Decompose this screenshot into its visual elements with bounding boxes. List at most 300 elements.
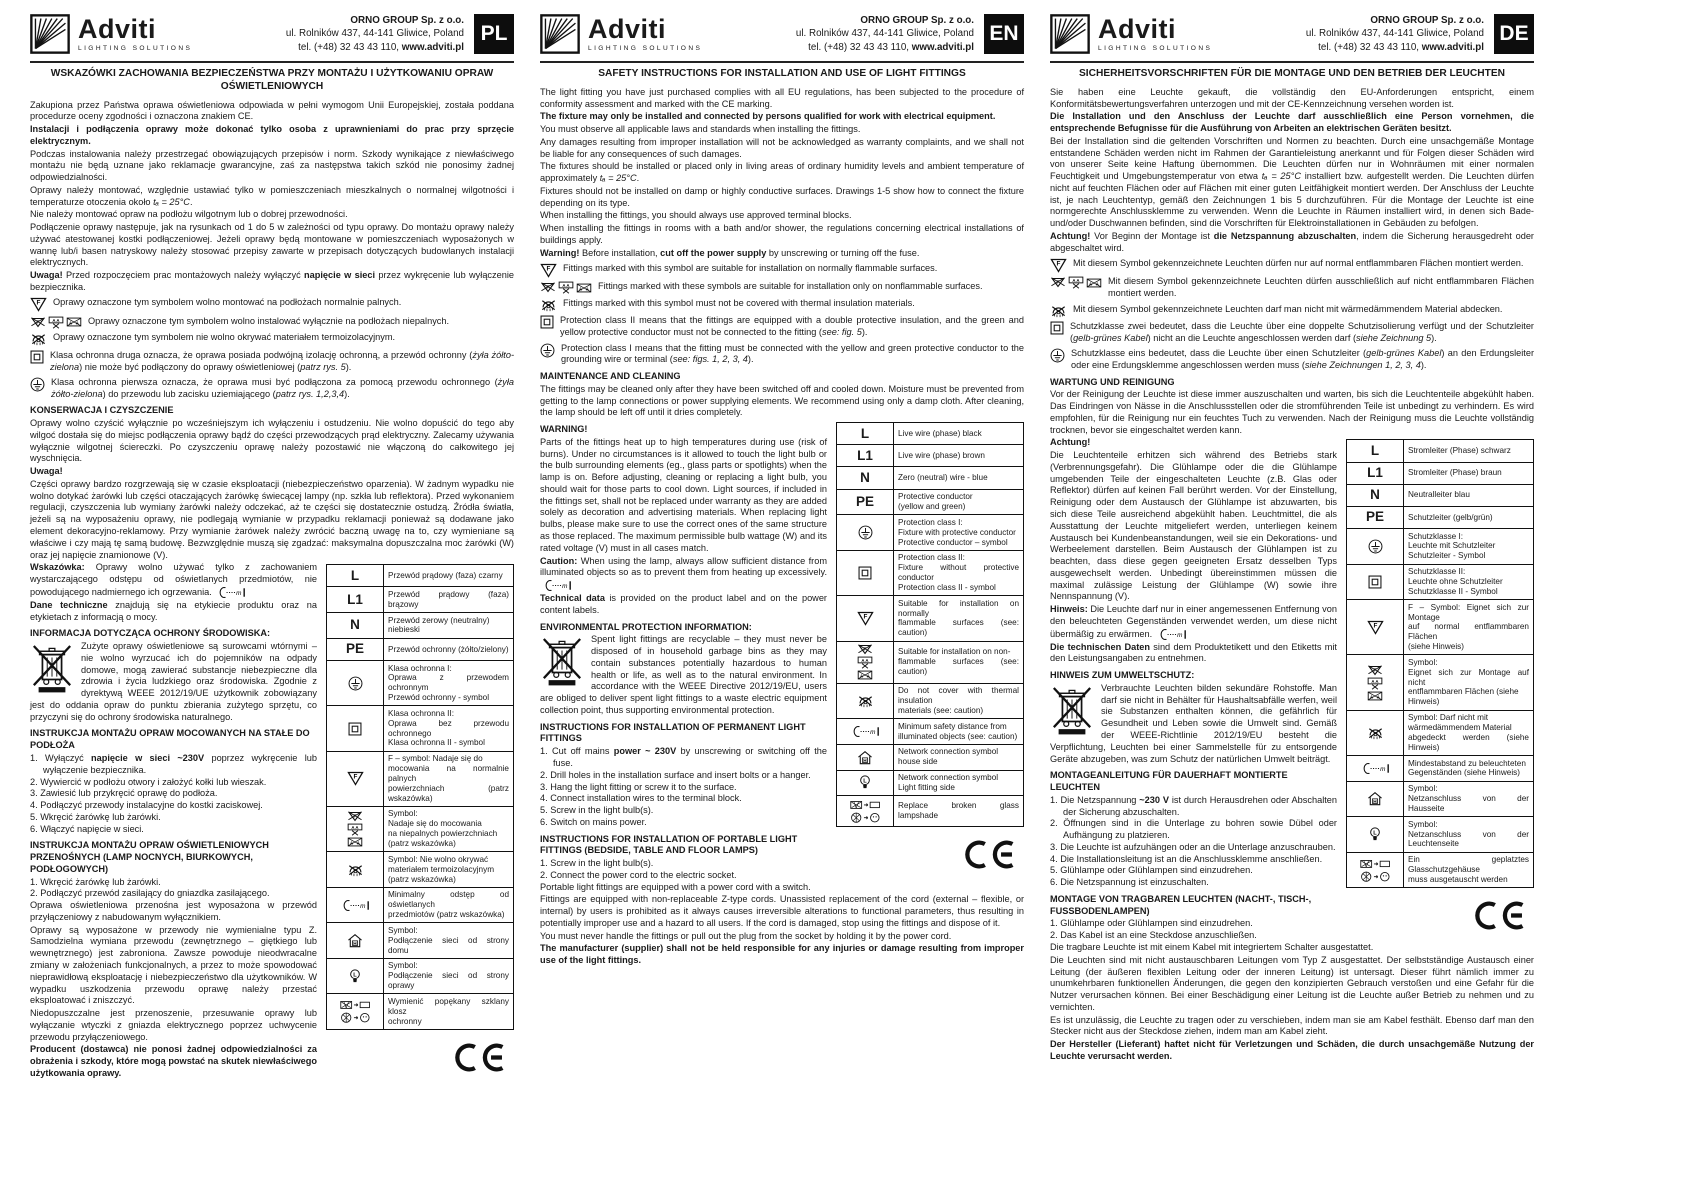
- weee-paragraph: Verbrauchte Leuchten bilden sekundäre Rohstoffe. Man darf sie nicht in Behälter für Haushaltsabfälle werfen, weil sie Substanzen enthalten können, die gefährlich für Gesundheit und Leben sowie die Umwelt sind. Gemäß der WEEE-Richtlinie 2012/19/EU besteht die Verpflichtung, Leuchten bei einer Sammelstelle für zu entsorgende Geräte abzugeben, was zum Schutz der natürlichen Umwelt beiträgt.: [1050, 682, 1337, 764]
- svg-text:m: m: [869, 728, 875, 736]
- section-heading: WARNING!: [540, 424, 588, 435]
- paragraph: When installing the fittings in rooms with a bath and/or shower, the regulations concerning electrical installations of buildings apply.: [540, 223, 1024, 245]
- legend-row: [1347, 564, 1534, 600]
- legend-symbol-cell: [837, 719, 894, 745]
- svg-text:A: A: [585, 286, 589, 292]
- svg-text:F: F: [863, 613, 867, 621]
- legend-symbol-cell: [1347, 600, 1404, 655]
- nonflammable-surface-icons: [30, 316, 82, 329]
- paragraph: Oprawy wolno czyścić wyłącznie po wcześniejszym ich wyłączeniu i ostudzeniu. Nie wolno dopuścić do tego aby wilgoć dostała się do miejsc podłączenia oprawy bądź do części przewodzących prąd elektryczny. Zalecamy używania wyłącznie wilgotnej ściereczki. Po czyszczeniu oprawę należy pozostawić nie włączoną do całkowitego jej wyschnięcia.: [30, 418, 514, 464]
- column-header: [540, 14, 1024, 54]
- replace-glass-icon: [1360, 858, 1391, 883]
- nonflammable-surface-icons: [347, 811, 363, 847]
- replace-glass-icon: [340, 999, 371, 1024]
- symbol-bullet: [540, 281, 1024, 294]
- symbol-bullet: [1050, 304, 1534, 318]
- paragraph: Vor der Reinigung der Leuchte ist diese immer auszuschalten und warten, bis sich die Leuchtenteile abgekühlt haben. Das Eindringen von Nässe in die Anschlussstellen oder die stromführenden Teile ist unbedingt zu verhindern. Es wird empfohlen, für die Reinigung nur ein feuchtes Tuch zu verwenden. Nach der Reinigung muss die Leuchte vollständig trocknen, bevor sie eingeschaltet werden kann.: [1050, 389, 1534, 435]
- ce-mark: [836, 840, 1024, 869]
- legend-desc-cell: Network connection symbol Light fitting side: [894, 770, 1024, 796]
- f-triangle-icon: [1050, 258, 1067, 273]
- svg-text:A: A: [350, 840, 354, 846]
- section-heading: INSTRUKCJA MONTAŻU OPRAW OŚWIETLENIOWYCH PRZENOŚNYCH (LAMP NOCNYCH, BIURKOWYCH, PODŁOGOWYCH): [30, 840, 269, 874]
- symbol-bullet-text: Protection class I means that the fitting must be connected with the yellow and green protective conductor to the grounding wire or terminal (see: figs. 1, 2, 3, 4).: [561, 342, 1024, 365]
- paragraph: Achtung!: [1050, 437, 1091, 448]
- legend-row: [1347, 852, 1534, 888]
- weee-bin-icon: [1050, 685, 1094, 739]
- paragraph: Hinweis: Die Leuchte darf nur in einer angemessenen Entfernung von den beleuchteten Gegenständen verwendet werden, um diese nicht übermäßig zu erwärmen. m: [1050, 604, 1534, 641]
- legend-symbol-cell: [327, 958, 384, 994]
- paragraph: Podłączenie oprawy następuje, jak na rysunkach od 1 do 5 w zależności od typu oprawy. Do montażu oprawy należy używać atestowanej kostki podłączeniowej. Jeżeli oprawy będą montowane w pomieszczeniach wyposażonych w wannę lub/i basen natryskowy należy stosować przepisy zawarte w przepisach dotyczących budowlanych instalacji elektrycznych.: [30, 222, 514, 268]
- luminaire-connection-icon: [1369, 827, 1381, 842]
- columns-container: [30, 14, 1534, 1081]
- header-divider: [30, 61, 514, 63]
- min-distance-icon: [1360, 762, 1391, 775]
- f-triangle-icon: [1367, 620, 1384, 635]
- leaflet-column: [540, 14, 1024, 968]
- f-triangle-icon: [857, 611, 874, 626]
- legend-desc-cell: Symbol: Eignet sich zur Montage auf nicht entflammbaren Flächen (siehe Hinweis): [1404, 655, 1534, 710]
- legend-row: [327, 806, 514, 851]
- legend-symbol-cell: [327, 587, 384, 613]
- f-triangle-icon: [347, 771, 364, 786]
- list-item: 2. Öffnungen sind in die Unterlage zu bohren sowie Dübel oder Aufhängung zu platzieren.: [1050, 818, 1337, 841]
- paragraph: Der Hersteller (Lieferant) haftet nicht für Verletzungen und Schäden, die durch unsachgemäße Nutzung der Leuchte verursacht werden.: [1050, 1039, 1534, 1061]
- wire-n-label: N: [860, 469, 870, 485]
- header-divider: [540, 61, 1024, 63]
- legend-row: [837, 641, 1024, 683]
- legend-symbol-cell: [1347, 529, 1404, 565]
- legend-desc-cell: Przewód zerowy (neutralny) niebieski: [384, 613, 514, 639]
- legend-row: [837, 683, 1024, 719]
- list-item: 5. Screw in the light bulb(s).: [540, 805, 654, 816]
- header-divider: [1050, 61, 1534, 63]
- svg-text:F: F: [36, 320, 40, 326]
- paragraph: Bei der Installation sind die geltenden Vorschriften und Normen zu beachten. Durch eine unsachgemäße Montage entstandene Schäden werden nicht im Rahmen der Garantieleistung anerkannt und für Folgen dieser Schäden wird von unserer Seite keine Haftung übernommen. Die Leuchten dürfen nur in Wohnräumen mit einer normalen Feuchtigkeit und Umgebungstemperatur von etwa tₐ = 25°C installiert bzw. aufgestellt werden. Die Leuchten dürfen nicht auf feuchten Flächen oder auf Flächen mit einer guten Leitfähigkeit montiert werden. Der Anschluss der Leuchte ist, je nach Leuchtentyp, gemäß den Zeichnungen 1 bis 5 durchzuführen. Für die Montage der Leuchte ist eine normgerechte Anschlussklemme zu verwenden. Wenn die Leuchte in Räumen installiert wird, in denen sich Bade- und/oder Duschwannen befinden, sind die Vorschriften für Elektroinstallationen in Gebäuden zu befolgen.: [1050, 135, 1534, 229]
- section-heading: INSTRUKCJA MONTAŻU OPRAW MOCOWANYCH NA STAŁE DO PODŁOŻA: [30, 728, 310, 751]
- wire-l1-label: L1: [857, 447, 873, 463]
- legend-desc-cell: Mindestabstand zu beleuchteten Gegenständen (siehe Hinweis): [1404, 756, 1534, 782]
- legend-row: [327, 613, 514, 639]
- wire-l-label: L: [350, 567, 360, 583]
- legend-desc-cell: Symbol: Darf nicht mit wärmedämmendem Material abgedeckt werden (siehe Hinweis): [1404, 710, 1534, 755]
- paragraph: Części oprawy bardzo rozgrzewają się w czasie eksploatacji (niebezpieczeństwo oparzenia). W żadnym wypadku nie wolno dotykać żarówki lub części otaczających żarówkę świecącej lampy (np. szkła lub reflektora). Przed wykonaniem regulacji, czyszczenia lub wymiany żarówki należy odczekać, aż te części się dostatecznie ostudzą. Źródła światła, jeżeli są na wyposażeniu oprawy, nie podlegają wymianie w przypadku reklamacji ponieważ są dodawane jako element dekoracyjno-reklamowy. Przy wymianie żarówek należy zwrócić baczną uwagę na to, czy wymieniane są właściwe i czy mają tę samą budowę. Bezwzględnie muszą się zgadzać: maksymalna dopuszczalna moc żarówki (W) oraz jej napięcie znamionowe (V).: [30, 478, 514, 560]
- legend-row: [327, 661, 514, 706]
- brand-tagline: LIGHTING SOLUTIONS: [588, 45, 703, 52]
- protection-class1-icon: [348, 676, 363, 691]
- column-content: [540, 87, 1024, 968]
- section-heading: ENVIRONMENTAL PROTECTION INFORMATION:: [540, 621, 752, 632]
- column-title: SAFETY INSTRUCTIONS FOR INSTALLATION AND USE OF LIGHT FITTINGS: [598, 68, 966, 79]
- brand-tagline: LIGHTING SOLUTIONS: [78, 45, 193, 52]
- legend-symbol-cell: [1347, 852, 1404, 888]
- legend-desc-cell: Neutralleiter blau: [1404, 484, 1534, 506]
- legend-symbol-cell: [327, 852, 384, 888]
- svg-text:A: A: [1089, 281, 1093, 287]
- legend-desc-cell: Symbol: Podłączenie sieci od strony oprawy: [384, 958, 514, 994]
- paragraph: Fittings are equipped with non-replaceable Z-type cords. Unassisted replacement of the cord (external – flexible, or internal) by users is prohibited as it always causes irreversible alterations to functional parameters, thus resulting in potentially improper use and a hazard to all users. If the cord is damaged, stop using the fittings and dispose of it.: [540, 894, 1024, 928]
- svg-text:H: H: [1373, 800, 1377, 806]
- svg-text:A: A: [75, 320, 79, 326]
- legend-row: [327, 638, 514, 660]
- house-connection-icon: [857, 750, 873, 765]
- house-connection-icon: [347, 933, 363, 948]
- paragraph: Zakupiona przez Państwa oprawa oświetleniowa odpowiada w pełni wymogom Unii Europejskiej, została poddana procedurze oceny zgodności i oznaczona znakiem CE.: [30, 99, 514, 122]
- company-info: [1306, 14, 1494, 54]
- legend-row: [327, 706, 514, 751]
- legend-symbol-cell: [1347, 655, 1404, 710]
- svg-text:A: A: [1095, 281, 1099, 287]
- company-address: ul. Rolników 437, 44-141 Gliwice, Poland: [1305, 28, 1484, 40]
- legend-row: [1347, 506, 1534, 528]
- wire-l1-label: L1: [347, 591, 363, 607]
- legend-desc-cell: F – Symbol: Eignet sich zur Montage auf normal entflammbaren Flächen (siehe Hinweis): [1404, 600, 1534, 655]
- symbol-bullet: [1050, 348, 1534, 372]
- legend-symbol-cell: [837, 423, 894, 445]
- list-item: 1. Cut off mains power ~ 230V by unscrewing or switching off the fuse.: [540, 746, 827, 768]
- svg-text:F: F: [1056, 260, 1061, 268]
- legend-desc-cell: Wymienić popękany szklany klosz ochronny: [384, 994, 514, 1030]
- svg-text:H: H: [863, 758, 867, 764]
- list-item: 6. Włączyć napięcie w sieci.: [30, 823, 144, 834]
- legend-row: [327, 923, 514, 959]
- list-item: 1. Screw in the light bulb(s).: [540, 858, 654, 869]
- legend-row: [1347, 756, 1534, 782]
- svg-text:m: m: [562, 582, 568, 590]
- no-thermal-cover-icon: [1050, 304, 1067, 318]
- legend-row: [837, 744, 1024, 770]
- adviti-logo-icon: [30, 14, 70, 54]
- legend-symbol-cell: [837, 641, 894, 683]
- legend-sidebox: [836, 422, 1024, 869]
- symbol-bullet-text: Fittings marked with these symbols are suitable for installation only on nonflammable surfaces.: [598, 281, 983, 292]
- legend-symbol-cell: [837, 796, 894, 827]
- section-heading: WARTUNG UND REINIGUNG: [1050, 376, 1175, 387]
- protection-class1-icon: [1050, 348, 1065, 363]
- legend-desc-cell: Symbol: Podłączenie sieci od strony domu: [384, 923, 514, 959]
- svg-text:A A: A A: [351, 824, 359, 830]
- symbol-bullet: [30, 350, 514, 374]
- legend-symbol-cell: [327, 806, 384, 851]
- legend-symbol-cell: [1347, 817, 1404, 853]
- weee-paragraph: Zużyte oprawy oświetleniowe są surowcami wtórnymi – nie wolno wyrzucać ich do pojemników na odpady domowe, mogą zawierać substancje niebezpieczne dla zdrowia i życia ludzkiego oraz środowiska. Zgodnie z dyrektywą WEEE 2012/19/UE użytkownik zobowiązany jest do oddania opraw do punktu zbierania zużytego sprzętu, co przyczyni się do ochrony środowiska naturalnego.: [30, 641, 317, 722]
- paragraph: The fittings may be cleaned only after they have been switched off and cooled down. Moisture must be prevented from getting to the lamp connections or power supplying elements. We recommend using only a damp cloth. After cleaning, the lamp should be left off until it dries completely.: [540, 383, 1024, 418]
- svg-text:F: F: [1056, 280, 1060, 286]
- paragraph: Technical data is provided on the product label and on the power content labels.: [540, 593, 827, 615]
- protection-class2-icon: [858, 566, 872, 580]
- nonflammable-surface-icons: [540, 281, 592, 294]
- svg-text:H: H: [353, 942, 357, 948]
- list-item: 2. Podłączyć przewód zasilający do gniazdka zasilającego.: [30, 888, 270, 899]
- ce-mark: [1346, 901, 1534, 930]
- legend-row: [1347, 600, 1534, 655]
- leaflet-column: [30, 14, 514, 1081]
- adviti-logo-icon: [1050, 14, 1090, 54]
- company-address: ul. Rolników 437, 44-141 Gliwice, Poland: [285, 28, 464, 40]
- legend-symbol-cell: [327, 661, 384, 706]
- symbol-bullet: [1050, 321, 1534, 345]
- legend-symbol-cell: [837, 744, 894, 770]
- legend-row: [837, 770, 1024, 796]
- symbol-bullet-text: Fittings marked with this symbol are suitable for installation on normally flammable surfaces.: [563, 262, 938, 273]
- legend-desc-cell: Do not cover with thermal insulation materials (see: caution): [894, 683, 1024, 719]
- wire-l-label: L: [1370, 442, 1380, 458]
- svg-text:A: A: [860, 673, 864, 679]
- wire-l1-label: L1: [1367, 465, 1383, 481]
- paragraph: Uwaga! Przed rozpoczęciem prac montażowych należy wyłączyć napięcie w sieci przez wykręcenie lub wyłączenie bezpiecznika.: [30, 270, 514, 292]
- protection-class1-icon: [1368, 539, 1383, 554]
- legend-desc-cell: F – symbol: Nadaje się do mocowania na normalnie palnych powierzchniach (patrz wskazówka): [384, 751, 514, 806]
- symbol-bullet: [30, 377, 514, 401]
- paragraph: Oprawy są wyposażone w przewody nie wymienialne typu Z. Samodzielna wymiana przewodu (zewnętrznego – giętkiego lub wewnętrznego) jest zabroniona. Zawsze powoduje nieodwracalne zmiany w założeniach funkcjonalnych, a przez to może spowodować nieprawidłową eksploatację i niebezpieczeństwo dla użytkowników. W wypadku uszkodzenia przewodu oprawę należy przestać eksploatować i zniszczyć.: [30, 924, 317, 1006]
- legend-symbol-cell: [1347, 564, 1404, 600]
- paragraph: Wskazówka: Oprawy wolno używać tylko z zachowaniem wystarczającego odstępu od oświetlanych przedmiotów, nie powodującego nadmiernego ich ogrzewania. m: [30, 562, 514, 599]
- svg-text:A A: A A: [1371, 678, 1379, 684]
- company-name: ORNO GROUP Sp. z o.o.: [350, 15, 464, 27]
- legend-symbol-cell: [327, 751, 384, 806]
- brand-name: Adviti: [1098, 14, 1177, 44]
- symbol-bullet: [540, 343, 1024, 367]
- paragraph: Oprawy należy montować, względnie ustawiać tylko w pomieszczeniach mieszkalnych o normalnej wilgotności i temperaturze otoczenia około tₐ = 25°C.: [30, 184, 514, 207]
- leaflet-column: [1050, 14, 1534, 1064]
- protection-class1-icon: [858, 525, 873, 540]
- legend-symbol-cell: [1347, 440, 1404, 462]
- weee-bin-icon: [540, 636, 584, 690]
- legend-row: [1347, 710, 1534, 755]
- legend-symbol-cell: [1347, 710, 1404, 755]
- column-title: SICHERHEITSVORSCHRIFTEN FÜR DIE MONTAGE UND DEN BETRIEB DER LEUCHTEN: [1078, 68, 1505, 79]
- symbol-bullet-text: Schutzklasse zwei bedeutet, dass die Leuchte über eine doppelte Schutzisolierung verfügt und der Schutzleiter (gelb-grünes Kabel) nicht an die Leuchte angeschlossen werden darf (siehe Zeichnung 5).: [1070, 321, 1534, 343]
- ce-mark: [326, 1043, 514, 1072]
- protection-class2-icon: [1050, 321, 1064, 335]
- company-contact: tel. (+48) 32 43 43 110, www.adviti.pl: [298, 41, 464, 53]
- list-item: 1. Die Netzspannung ~230 V ist durch Herausdrehen oder Abschalten der Sicherung abzuschalten.: [1050, 794, 1338, 817]
- paragraph: Portable light fittings are equipped with a power cord with a switch.: [540, 881, 811, 892]
- symbol-bullet: [540, 315, 1024, 339]
- legend-table: [836, 422, 1024, 827]
- list-item: 2. Wywiercić w podłożu otwory i założyć kołki lub wieszak.: [30, 776, 267, 787]
- svg-text:F: F: [1373, 622, 1377, 630]
- legend-row: [837, 550, 1024, 595]
- paragraph: Nie należy montować opraw na podłożu wilgotnym lub o dobrej przewodności.: [30, 209, 348, 220]
- svg-text:A A: A A: [861, 657, 869, 663]
- legend-desc-cell: Protection class II: Fixture without protective conductor Protection class II - symbol: [894, 550, 1024, 595]
- paragraph: Caution: When using the lamp, always allow sufficient distance from illuminated objects so as to prevent them from heating up excessively. m: [540, 556, 1024, 593]
- legend-desc-cell: Ein geplatztes Glasschutzgehäuse muss ausgetauscht werden: [1404, 852, 1534, 888]
- legend-symbol-cell: [327, 565, 384, 587]
- nonflammable-surface-icons: [1367, 665, 1383, 701]
- symbol-bullet-text: Oprawy oznaczone tym symbolem wolno montować na podłożach normalnie palnych.: [53, 297, 402, 308]
- legend-desc-cell: Protective conductor (yellow and green): [894, 489, 1024, 515]
- legend-symbol-cell: [327, 613, 384, 639]
- legend-symbol-cell: [837, 550, 894, 595]
- wire-pe-label: PE: [1365, 509, 1384, 525]
- legend-symbol-cell: [1347, 506, 1404, 528]
- paragraph: Instalacji i podłączenia oprawy może dokonać tylko osoba z uprawnieniami do prac przy sprzęcie elektrycznym.: [30, 124, 514, 146]
- wire-pe-label: PE: [345, 641, 364, 657]
- paragraph: Oprawa oświetleniowa przenośna jest wyposażona w przewód przyłączeniowy z nabudowanym wyłącznikiem.: [30, 900, 317, 922]
- paragraph: Dane techniczne znajdują się na etykiecie produktu oraz na etykietach z informacją o mocy.: [30, 599, 317, 622]
- legend-symbol-cell: [837, 489, 894, 515]
- min-distance-icon: [216, 586, 247, 599]
- legend-table: [326, 564, 514, 1030]
- legend-row: [327, 565, 514, 587]
- company-info: [796, 14, 984, 54]
- column-header: [30, 14, 514, 54]
- svg-text:A A: A A: [562, 283, 570, 289]
- legend-symbol-cell: [327, 887, 384, 923]
- wire-l-label: L: [860, 425, 870, 441]
- legend-desc-cell: Stromleiter (Phase) schwarz: [1404, 440, 1534, 462]
- list-item: 2. Das Kabel ist an eine Steckdose anzuschließen.: [1050, 930, 1257, 941]
- svg-text:A: A: [356, 840, 360, 846]
- min-distance-icon: [340, 899, 371, 912]
- legend-symbol-cell: [837, 515, 894, 551]
- svg-text:F: F: [353, 814, 357, 820]
- legend-desc-cell: Replace broken glass lampshade: [894, 796, 1024, 827]
- symbol-bullet: [540, 263, 1024, 278]
- protection-class1-icon: [30, 377, 45, 392]
- weee-bin-icon: [30, 643, 74, 697]
- svg-text:m: m: [359, 902, 365, 910]
- legend-desc-cell: Schutzleiter (gelb/grün): [1404, 506, 1534, 528]
- svg-text:F: F: [546, 265, 551, 273]
- no-thermal-cover-icon: [857, 694, 874, 708]
- legend-desc-cell: Symbol: Nadaje się do mocowania na niepalnych powierzchniach (patrz wskazówka): [384, 806, 514, 851]
- svg-text:A: A: [1370, 694, 1374, 700]
- svg-text:m: m: [1176, 631, 1183, 639]
- no-thermal-cover-icon: [1367, 726, 1384, 740]
- list-item: 5. Glühlampe oder Glühlampen sind einzudrehen.: [1050, 865, 1253, 876]
- legend-desc-cell: Minimalny odstęp od oświetlanych przedmiotów (patrz wskazówka): [384, 887, 514, 923]
- symbol-bullet: [540, 298, 1024, 312]
- symbol-bullet: [1050, 258, 1534, 273]
- protection-class2-icon: [348, 722, 362, 736]
- symbol-bullet-text: Fittings marked with this symbol must not be covered with thermal insulation materials.: [563, 297, 915, 308]
- legend-symbol-cell: [327, 994, 384, 1030]
- legend-row: [837, 467, 1024, 489]
- svg-text:L: L: [1373, 830, 1377, 837]
- legend-symbol-cell: [837, 467, 894, 489]
- symbol-bullet: [30, 316, 514, 329]
- legend-desc-cell: Klasa ochronna II: Oprawa bez przewodu ochronnego Klasa ochronna II - symbol: [384, 706, 514, 751]
- legend-row: [837, 423, 1024, 445]
- brand-wordmark: [78, 16, 192, 52]
- section-heading: MAINTENANCE AND CLEANING: [540, 371, 681, 382]
- brand-wordmark: [588, 16, 702, 52]
- list-item: 4. Connect installation wires to the terminal block.: [540, 793, 742, 804]
- section-heading: MONTAGE VON TRAGBAREN LEUCHTEN (NACHT-, TISCH-, FUSSBODENLAMPEN): [1050, 893, 1312, 916]
- legend-desc-cell: Schutzklasse I: Leuchte mit Schutzleiter Schutzleiter - Symbol: [1404, 529, 1534, 565]
- paragraph: Any damages resulting from improper installation will not be acknowledged as warranty complaints, and we shall not be liable for any consequences of such damages.: [540, 136, 1024, 159]
- house-connection-icon: [1367, 791, 1383, 806]
- wire-pe-label: PE: [855, 493, 874, 509]
- legend-row: [1347, 484, 1534, 506]
- list-item: 6. Die Netzspannung ist einzuschalten.: [1050, 877, 1209, 888]
- f-triangle-icon: [30, 297, 47, 312]
- legend-row: [837, 489, 1024, 515]
- no-thermal-cover-icon: [347, 863, 364, 877]
- min-distance-icon: [850, 725, 881, 738]
- legend-symbol-cell: [1347, 781, 1404, 817]
- list-item: 6. Switch on mains power.: [540, 816, 647, 827]
- column-content: [30, 100, 514, 1081]
- language-badge: DE: [1494, 14, 1534, 54]
- legend-desc-cell: Network connection symbol house side: [894, 744, 1024, 770]
- symbol-bullet-text: Klasa ochronna druga oznacza, że oprawa posiada podwójną izolację ochronną, a przewód ochronny (żyła żółto-zielona) nie może być podłączony do oprawy oświetleniowej (patrz rys. 5).: [50, 349, 515, 372]
- legend-row: [327, 852, 514, 888]
- column-header: [1050, 14, 1534, 54]
- svg-text:A: A: [69, 320, 73, 326]
- paragraph: The light fitting you have just purchased complies with all EU regulations, has been subjected to the procedure of conformity assessment and marked with the CE marking.: [540, 86, 1024, 109]
- svg-text:F: F: [546, 285, 550, 291]
- legend-desc-cell: Symbol: Nie wolno okrywać materiałem termoizolacyjnym (patrz wskazówka): [384, 852, 514, 888]
- list-item: 5. Wkręcić żarówkę lub żarówki.: [30, 811, 161, 822]
- paragraph: The fixtures should be installed or placed only in living areas of ordinary humidity levels and ambient temperature of approximately tₐ = 25°C.: [540, 161, 1024, 184]
- legend-symbol-cell: [837, 596, 894, 641]
- paragraph: When installing the fittings, you should always use approved terminal blocks.: [540, 210, 852, 221]
- company-contact: tel. (+48) 32 43 43 110, www.adviti.pl: [1318, 41, 1484, 53]
- paragraph: The manufacturer (supplier) shall not be held responsible for any injuries or damage resulting from improper use of the light fittings.: [540, 943, 1024, 966]
- legend-desc-cell: Suitable for installation on non- flammable surfaces (see: caution): [894, 641, 1024, 683]
- list-item: 3. Hang the light fitting or screw it to the surface.: [540, 781, 737, 792]
- luminaire-connection-icon: [859, 775, 871, 790]
- svg-text:F: F: [1373, 667, 1377, 673]
- brand-wordmark: [1098, 16, 1212, 52]
- brand-tagline: LIGHTING SOLUTIONS: [1098, 45, 1213, 52]
- legend-desc-cell: Live wire (phase) brown: [894, 445, 1024, 467]
- symbol-bullet: [30, 297, 514, 312]
- legend-desc-cell: Schutzklasse II: Leuchte ohne Schutzleiter Schutzklasse II - Symbol: [1404, 564, 1534, 600]
- legend-row: [1347, 440, 1534, 462]
- list-item: 1. Wyłączyć napięcie w sieci ~230V poprzez wykręcenie lub wyłączenie bezpiecznika.: [30, 752, 317, 775]
- brand-name: Adviti: [588, 14, 667, 44]
- section-heading: INSTRUCTIONS FOR INSTALLATION OF PORTABLE LIGHT FITTINGS (BEDSIDE, TABLE AND FLOOR LAMPS): [540, 833, 798, 856]
- legend-row: [1347, 462, 1534, 484]
- legend-row: [1347, 655, 1534, 710]
- list-item: 3. Zawiesić lub przykręcić oprawę do podłoża.: [30, 788, 218, 799]
- paragraph: Podczas instalowania należy przestrzegać obowiązujących przepisów i norm. Szkody wynikające z niewłaściwego montażu nie będą uznane jako reklamacje gwarancyjne, zaś za następstwa takich szkód nie ponosimy żadnej odpowiedzialności.: [30, 148, 514, 183]
- legend-row: [837, 445, 1024, 467]
- svg-text:A A: A A: [52, 317, 60, 323]
- legend-desc-cell: Przewód ochronny (żółto/zielony): [384, 638, 514, 660]
- svg-text:m: m: [1379, 765, 1385, 773]
- paragraph: Fixtures should not be installed on damp or highly conductive surfaces. Drawings 1-5 show how to connect the fixture depending on its type.: [540, 185, 1024, 208]
- legend-desc-cell: Stromleiter (Phase) braun: [1404, 462, 1534, 484]
- svg-text:F: F: [36, 299, 41, 307]
- svg-text:A A: A A: [1072, 278, 1080, 284]
- paragraph: You must observe all applicable laws and standards when installing the fittings.: [540, 124, 861, 135]
- legend-sidebox: [1346, 439, 1534, 930]
- min-distance-icon: [1157, 628, 1188, 641]
- paragraph: Sie haben eine Leuchte gekauft, die vollständig den EU-Anforderungen entspricht, einem Konformitätsbewertungsverfahren unterzogen und mit der CE-Kennzeichnung versehen worden ist.: [1050, 86, 1534, 109]
- symbol-bullet: [30, 332, 514, 346]
- list-item: 3. Die Leuchte ist aufzuhängen oder an die Unterlage anzuschrauben.: [1050, 841, 1336, 852]
- symbol-bullet-text: Oprawy oznaczone tym symbolem wolno instalować wyłącznie na podłożach niepalnych.: [88, 315, 450, 326]
- list-item: 4. Podłączyć przewody instalacyjne do kostki zaciskowej.: [30, 800, 263, 811]
- nonflammable-surface-icons: [857, 644, 873, 680]
- min-distance-icon: [542, 579, 573, 592]
- company-info: [286, 14, 474, 54]
- legend-row: [837, 515, 1024, 551]
- svg-text:m: m: [236, 589, 242, 597]
- paragraph: Achtung! Vor Beginn der Montage ist die Netzspannung abzuschalten, indem die Sicherung herausgedreht oder abgeschaltet wird.: [1050, 230, 1534, 253]
- brand-name: Adviti: [78, 14, 157, 44]
- legend-row: [327, 587, 514, 613]
- nonflammable-surface-icons: [1050, 276, 1102, 289]
- company-contact: tel. (+48) 32 43 43 110, www.adviti.pl: [808, 41, 974, 53]
- list-item: 2. Connect the power cord to the electric socket.: [540, 869, 737, 880]
- legend-row: [837, 596, 1024, 641]
